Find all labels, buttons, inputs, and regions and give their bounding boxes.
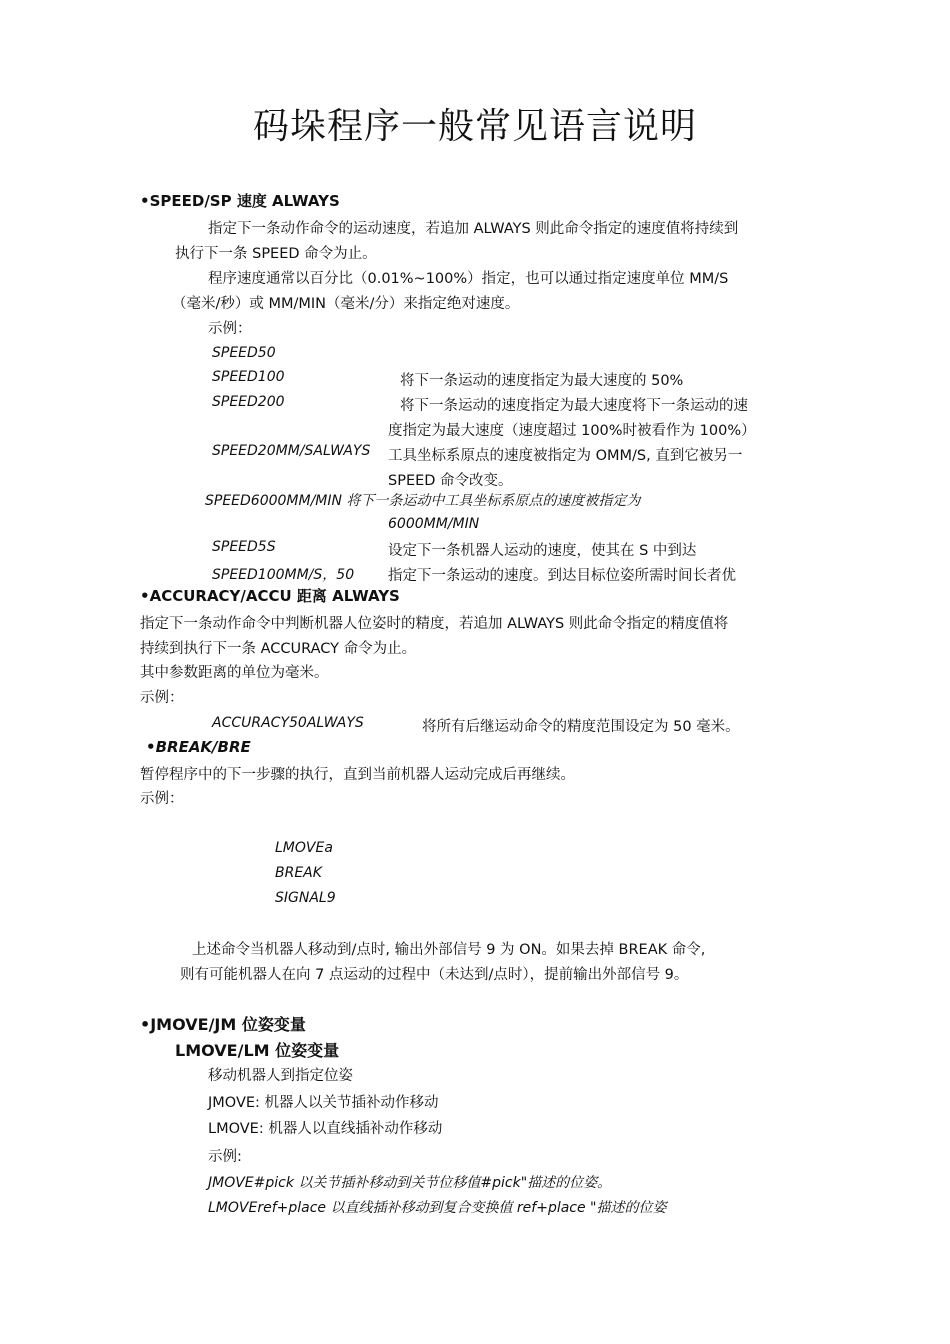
speed-para2-line2: （毫米/秒）或 MM/MIN（毫米/分）来指定绝对速度。 [172,296,520,312]
speed-example-cmd-1: SPEED50 [212,345,276,361]
speed-example-desc-3-line1: 将下一条运动的速度指定为最大速度将下一条运动的速 [400,398,748,414]
speed-example-desc-4-line1: 工具坐标系原点的速度被指定为 OMM/S, 直到它被另一 [388,448,743,464]
move-para2: JMOVE: 机器人以关节插补动作移动 [208,1095,439,1111]
speed-example-cmd-3: SPEED200 [212,394,285,410]
speed-example-cmd-6: SPEED5S [212,539,276,555]
lmove-heading: LMOVE/LM 位姿变量 [175,1041,340,1060]
accuracy-example-desc: 将所有后继运动命令的精度范围设定为 50 毫米。 [422,719,740,735]
accuracy-para2: 其中参数距离的单位为毫米。 [140,665,329,681]
speed-example-cmd-2: SPEED100 [212,369,285,385]
speed-example-cmd-4: SPEED20MM/SALWAYS [212,443,371,459]
accuracy-para1-line2: 持续到执行下一条 ACCURACY 命令为止。 [140,641,417,657]
accuracy-heading: •ACCURACY/ACCU 距离 ALWAYS [140,587,400,605]
break-code-line-1: LMOVEa [275,840,333,856]
speed-para1-line2: 执行下一条 SPEED 命令为止。 [175,246,377,262]
break-note-line1: 上述命令当机器人移动到/点时, 输出外部信号 9 为 ON。如果去掉 BREAK 命令, [192,942,706,958]
speed-example-desc-3-line2: 度指定为最大速度（速度超过 100%时被看作为 100%） [388,423,756,439]
speed-example-cmd-7: SPEED100MM/S，50 [212,567,355,583]
accuracy-para1-line1: 指定下一条动作命令中判断机器人位姿时的精度，若追加 ALWAYS 则此命令指定的精度值将 [140,616,729,632]
break-code-line-2: BREAK [275,865,322,881]
move-example-1: JMOVE#pick 以关节插补移动到关节位移值#pick"描述的位姿。 [208,1175,612,1191]
speed-example-label: 示例： [208,321,252,337]
speed-example-desc-4-line2: SPEED 命令改变。 [388,473,513,489]
speed-example-line-5: SPEED6000MM/MIN 将下一条运动中工具坐标系原点的速度被指定为 [205,493,641,509]
move-para3: LMOVE: 机器人以直线插补动作移动 [208,1121,443,1137]
speed-heading: •SPEED/SP 速度 ALWAYS [140,192,340,210]
break-note-line2: 则有可能机器人在向 7 点运动的过程中（未达到/点时），提前输出外部信号 9。 [180,967,689,983]
break-code-line-3: SIGNAL9 [275,890,336,906]
speed-para1-line1: 指定下一条动作命令的运动速度，若追加 ALWAYS 则此命令指定的速度值将持续到 [208,221,739,237]
speed-example-desc-2: 将下一条运动的速度指定为最大速度的 50% [400,373,684,389]
accuracy-example-cmd: ACCURACY50ALWAYS [212,715,364,731]
move-example-label: 示例: [208,1149,242,1165]
move-para1: 移动机器人到指定位姿 [208,1068,353,1084]
speed-example-desc-6: 设定下一条机器人运动的速度，使其在 S 中到达 [388,543,697,559]
break-example-label: 示例： [140,791,184,807]
page-title: 码垛程序一般常见语言说明 [252,106,697,147]
speed-example-desc-5-line2: 6000MM/MIN [388,516,480,532]
speed-para2-line1: 程序速度通常以百分比（0.01%~100%）指定，也可以通过指定速度单位 MM/S [208,271,729,287]
move-example-2: LMOVEref+place 以直线插补移动到复合变换值 ref+place "描述的位姿 [208,1200,667,1216]
jmove-heading: •JMOVE/JM 位姿变量 [140,1015,306,1034]
speed-example-desc-7: 指定下一条运动的速度。到达目标位姿所需时间长者优 [388,568,736,584]
break-para1: 暂停程序中的下一步骤的执行，直到当前机器人运动完成后再继续。 [140,767,575,783]
break-heading: •BREAK/BRE [146,738,251,756]
accuracy-example-label: 示例： [140,690,184,706]
